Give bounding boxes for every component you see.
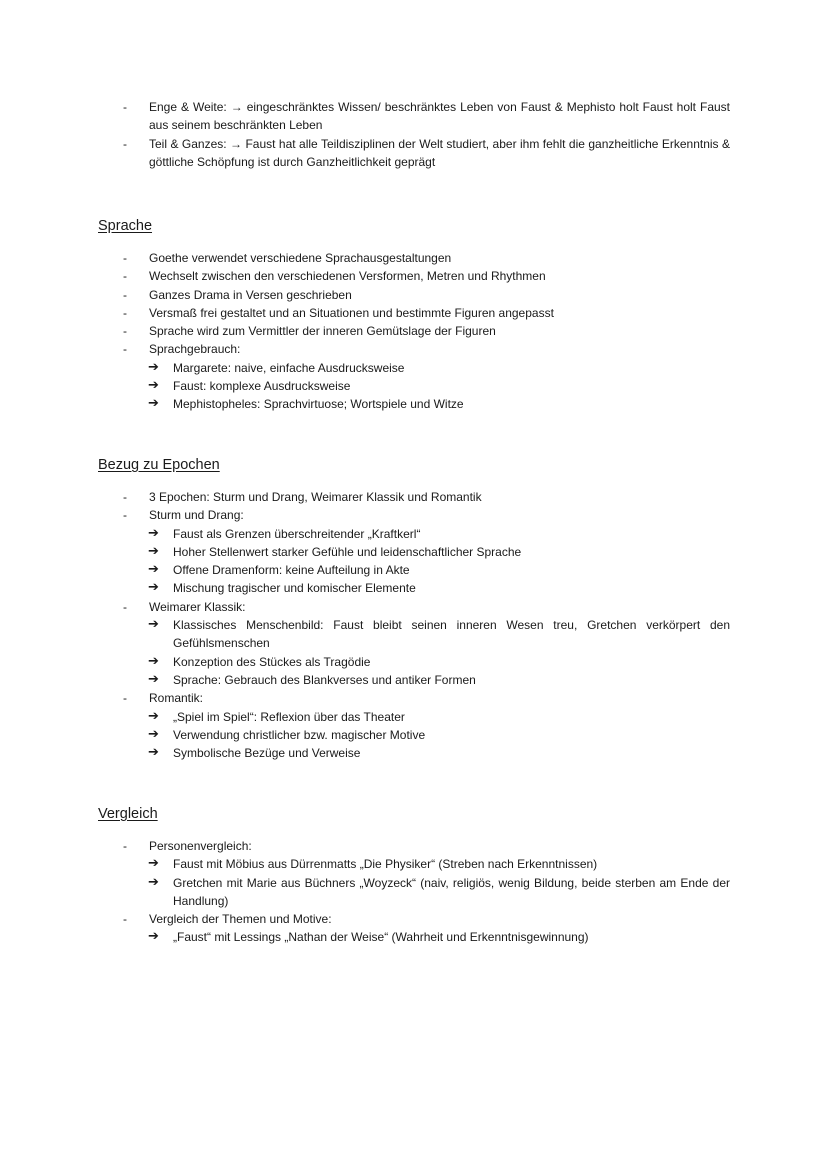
sub-list-item-text: Hoher Stellenwert starker Gefühle und leidenschaftlicher Sprache [173,544,522,559]
sub-list-item-text: „Spiel im Spiel“: Reflexion über das Theater [173,709,405,724]
dash-bullet: - [123,100,127,114]
list-item [0,488,828,506]
dash-bullet: - [123,269,127,284]
list-item [0,689,828,707]
list-item-text: 3 Epochen: Sturm und Drang, Weimarer Klassik und Romantik [149,490,482,504]
list-item [0,506,828,524]
list-item-text: Wechselt zwischen den verschiedenen Versformen, Metren und Rhythmen [149,269,546,284]
sub-list-item [0,855,828,873]
sub-list-item [0,616,828,653]
list-item-text: Romantik: [149,691,204,706]
sub-list-item [0,377,828,395]
sprache-list [0,249,828,414]
sub-list-item [0,744,828,762]
list-item [0,837,828,855]
dash-bullet: - [123,305,127,320]
sub-list-item-text: Sprache: Gebrauch des Blankverses und antiker Formen [173,672,476,687]
section-heading-vergleich: Vergleich [98,806,158,822]
dash-bullet: - [123,490,127,504]
dash-bullet: - [123,912,127,927]
sub-list-item-text: Symbolische Bezüge und Verweise [173,746,361,761]
arrow-icon: ➔ [148,580,159,596]
arrow-icon: ➔ [148,671,159,687]
dash-bullet: - [123,342,127,357]
list-item-text: Ganzes Drama in Versen geschrieben [149,287,352,302]
dash-bullet: - [123,691,127,706]
vergleich-list [0,837,828,947]
list-item-text: Versmaß frei gestaltet und an Situationen und bestimmte Figuren angepasst [149,305,554,320]
list-item [0,286,828,304]
intro-list [0,98,828,171]
sub-list-item-text: Faust: komplexe Ausdrucksweise [173,379,351,394]
arrow-icon: ➔ [148,653,159,669]
epochen-list [0,488,828,762]
arrow-icon: ➔ [148,745,159,761]
dash-bullet: - [123,508,127,523]
list-item-text: Personenvergleich: [149,839,252,853]
arrow-icon: ➔ [148,856,159,872]
sub-list-item [0,579,828,597]
list-item [0,98,828,135]
list-item [0,322,828,340]
section-heading-sprache: Sprache [98,218,153,234]
arrow-icon: ➔ [148,929,159,945]
list-item-text: Vergleich der Themen und Motive: [149,912,332,927]
arrow-icon: ➔ [148,359,159,375]
list-item-text: Sturm und Drang: [149,508,244,523]
section-heading-epochen: Bezug zu Epochen [98,457,220,473]
sub-list-item [0,671,828,689]
sub-list-item [0,359,828,377]
sub-list-item-text: Konzeption des Stückes als Tragödie [173,654,371,669]
sub-list-item [0,708,828,726]
sub-list-item [0,874,828,911]
list-item [0,249,828,267]
list-item-text: Goethe verwendet verschiedene Sprachausgestaltungen [149,251,452,265]
arrow-icon: ➔ [148,525,159,541]
arrow-icon: ➔ [148,874,159,890]
list-item-text: Enge & Weite: → eingeschränktes Wissen/ beschränktes Leben von Faust & Mephisto holt Faust holt Faust aus seinem beschränkten Leben [149,100,730,133]
list-item-text: Sprache wird zum Vermittler der inneren Gemütslage der Figuren [149,324,496,339]
arrow-icon: ➔ [148,396,159,412]
sub-list-item-text: Mephistopheles: Sprachvirtuose; Wortspiele und Witze [173,397,464,412]
sub-list-item-text: Faust als Grenzen überschreitender „Kraftkerl“ [173,526,421,541]
dash-bullet: - [123,136,127,151]
sub-list-item-text: Margarete: naive, einfache Ausdrucksweise [173,360,405,375]
list-item [0,340,828,358]
sub-list-item [0,726,828,744]
dash-bullet: - [123,599,127,614]
arrow-icon: ➔ [148,726,159,742]
sub-list-item [0,525,828,543]
sub-list-item [0,653,828,671]
sub-list-item-text: Klassisches Menschenbild: Faust bleibt seinen inneren Wesen treu, Gretchen verkörpert den Gefühlsmenschen [173,618,730,651]
sub-list-item [0,543,828,561]
dash-bullet: - [123,287,127,302]
arrow-icon: ➔ [148,543,159,559]
sub-list-item [0,561,828,579]
dash-bullet: - [123,251,127,265]
sub-list-item-text: Mischung tragischer und komischer Elemente [173,581,416,596]
sub-list-item-text: Gretchen mit Marie aus Büchners „Woyzeck“ (naiv, religiös, wenig Bildung, beide sterben am Ende der Handlung) [173,875,730,908]
arrow-icon: ➔ [148,617,159,633]
sub-list-item-text: Faust mit Möbius aus Dürrenmatts „Die Physiker“ (Streben nach Erkenntnissen) [173,857,598,872]
list-item [0,910,828,928]
sub-list-item [0,928,828,946]
list-item [0,267,828,285]
dash-bullet: - [123,839,127,853]
arrow-icon: ➔ [148,562,159,578]
arrow-icon: ➔ [148,378,159,394]
list-item [0,135,828,172]
list-item [0,598,828,616]
list-item-text: Weimarer Klassik: [149,599,246,614]
sub-list-item [0,395,828,413]
arrow-icon: ➔ [148,708,159,724]
sub-list-item-text: Offene Dramenform: keine Aufteilung in Akte [173,563,410,578]
sub-list-item-text: Verwendung christlicher bzw. magischer Motive [173,727,426,742]
list-item [0,304,828,322]
list-item-text: Sprachgebrauch: [149,342,241,357]
list-item-text: Teil & Ganzes: → Faust hat alle Teildisziplinen der Welt studiert, aber ihm fehlt die ganzheitliche Erkenntnis & göttliche Schöpfung ist durch Ganzheitlichkeit geprägt [149,136,730,169]
dash-bullet: - [123,324,127,339]
sub-list-item-text: „Faust“ mit Lessings „Nathan der Weise“ (Wahrheit und Erkenntnisgewinnung) [173,930,589,945]
